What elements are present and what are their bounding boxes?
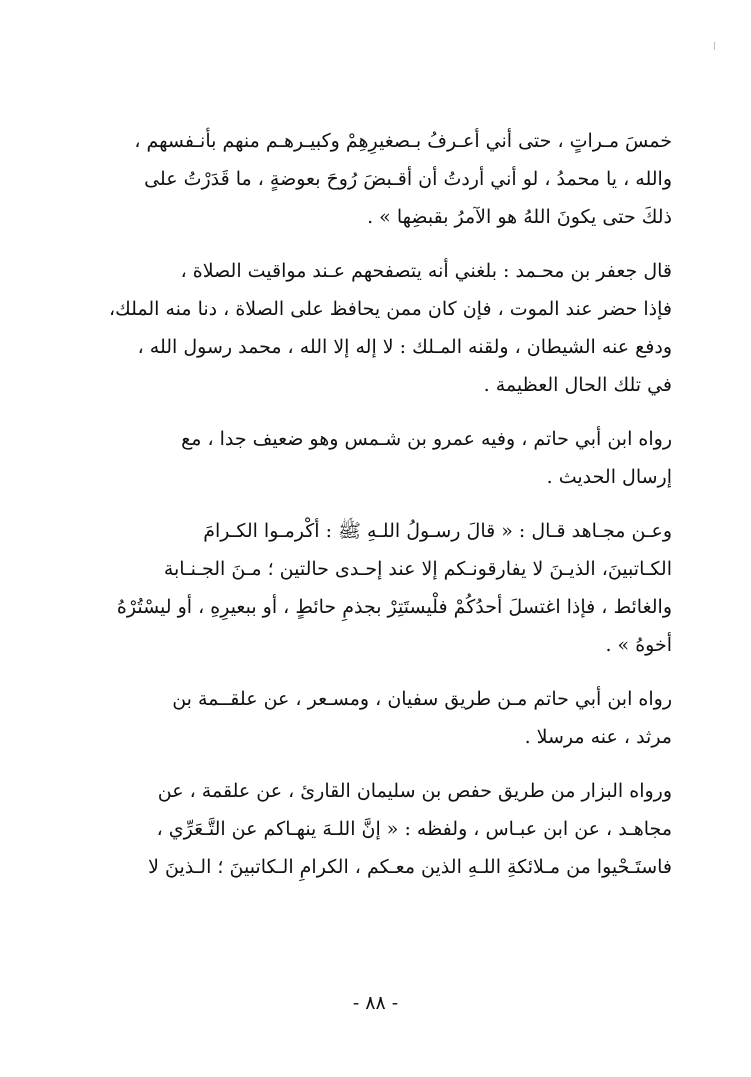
body-text bbox=[68, 122, 672, 902]
text-line: والغائط ، فإذا اغتسلَ أحدُكُمْ فلْيستَتِرْ بجذمِ حائطٍ ، أو ببعيرِهِ ، أو ليسْتُرْهُ bbox=[116, 596, 672, 618]
paragraph bbox=[68, 512, 672, 664]
text-line: وعـن مجـاهد قـال : « قالَ رسـولُ اللـهِ ﷺ : أكْرمـوا الكـرامَ bbox=[203, 520, 672, 542]
text-line: ودفع عنه الشيطان ، ولقنه المـلك : لا إله إلا الله ، محمد رسول الله ، bbox=[137, 336, 672, 358]
text-line: إرسال الحديث . bbox=[546, 466, 672, 488]
text-line: والله ، يا محمدُ ، لو أني أردتُ أن أقـبضَ رُوحَ بعوضةٍ ، ما قَدَرْتُ على bbox=[144, 168, 672, 190]
scan-mark bbox=[714, 42, 715, 50]
text-line: خمسَ مـراتٍ ، حتى أني أعـرفُ بـصغيرِهِمْ وكبيـرهـم منهم بأنـفسهم ، bbox=[134, 130, 672, 152]
text-line: فاستَـحْيوا من مـلائكةِ اللـهِ الذين معـكم ، الكرامِ الـكاتبينَ ؛ الـذينَ لا bbox=[148, 856, 672, 878]
paragraph bbox=[68, 772, 672, 886]
text-line: مرثد ، عنه مرسلا . bbox=[524, 726, 672, 748]
paragraph bbox=[68, 252, 672, 404]
text-line: قال جعفر بن محـمد : بلغني أنه يتصفحهم عـند مواقيت الصلاة ، bbox=[180, 260, 672, 282]
paragraph bbox=[68, 122, 672, 236]
paragraph bbox=[68, 420, 672, 496]
text-line: ذلكَ حتى يكونَ اللهُ هو الآمرُ بقبضِها » . bbox=[367, 206, 672, 228]
text-line: أخوهُ » . bbox=[605, 634, 672, 656]
text-line: رواه ابن أبي حاتم مـن طريق سفيان ، ومسـعر ، عن علقــمة بن bbox=[172, 688, 672, 710]
text-line: في تلك الحال العظيمة . bbox=[483, 374, 672, 396]
paragraph bbox=[68, 680, 672, 756]
text-line: فإذا حضر عند الموت ، فإن كان ممن يحافظ على الصلاة ، دنا منه الملك، bbox=[108, 298, 672, 320]
text-line: الكـاتبينَ، الذيـنَ لا يفارقونـكم إلا عند إحـدى حالتين ؛ مـنَ الجـنـابة bbox=[163, 558, 672, 580]
text-line: ورواه البزار من طريق حفص بن سليمان القارئ ، عن علقمة ، عن bbox=[157, 780, 672, 802]
text-line: مجاهـد ، عن ابن عبـاس ، ولفظه : « إنَّ اللـهَ ينهـاكم عن التَّـعَرِّي ، bbox=[156, 818, 672, 840]
page-number: - ٨٨ - bbox=[352, 992, 399, 1014]
text-line: رواه ابن أبي حاتم ، وفيه عمرو بن شـمس وهو ضعيف جدا ، مع bbox=[181, 428, 672, 450]
